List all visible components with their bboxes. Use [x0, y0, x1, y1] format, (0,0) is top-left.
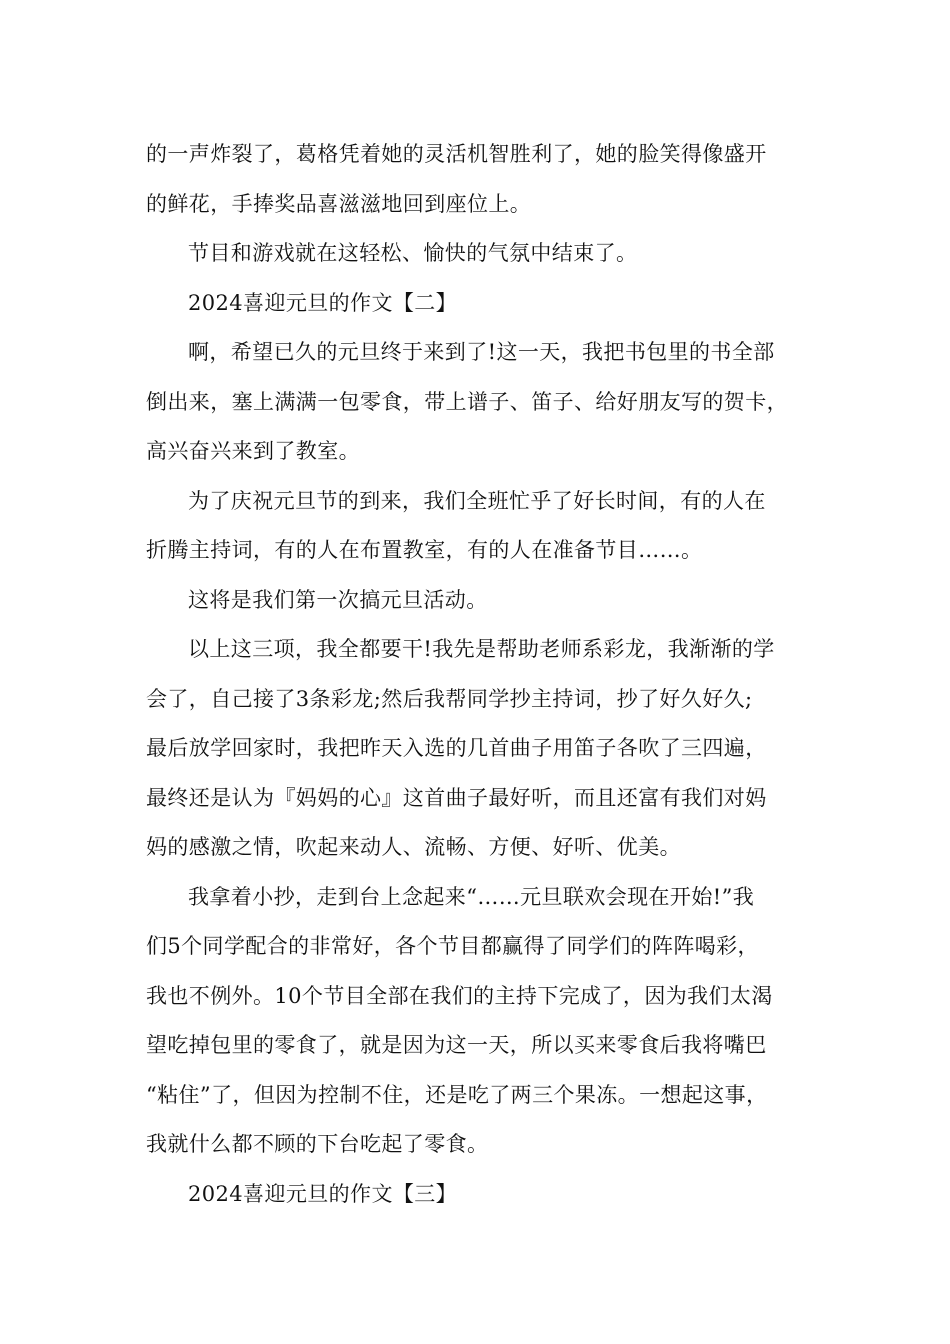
heading-text: 2024喜迎元旦的作文【三】	[188, 1181, 458, 1206]
paragraph	[146, 576, 826, 626]
text-line: 最终还是认为『妈妈的心』这首曲子最好听，而且还富有我们对妈	[146, 785, 767, 810]
text-line: 们5个同学配合的非常好，各个节目都赢得了同学们的阵阵喝彩，	[146, 934, 759, 958]
text-line: 的鲜花，手捧奖品喜滋滋地回到座位上。	[146, 191, 532, 216]
paragraph	[146, 625, 826, 873]
text-line: 会了，自己接了3条彩龙;然后我帮同学抄主持词，抄了好久好久;	[146, 686, 753, 711]
text-line: 节目和游戏就在这轻松、愉快的气氛中结束了。	[188, 241, 638, 265]
text-line: 倒出来，塞上满满一包零食，带上谱子、笛子、给好朋友写的贺卡，	[146, 389, 788, 414]
text-line: 望吃掉包里的零食了，就是因为这一天，所以买来零食后我将嘴巴	[146, 1033, 767, 1057]
paragraph	[146, 477, 826, 576]
text-line: 为了庆祝元旦节的到来，我们全班忙乎了好长时间，有的人在	[188, 488, 766, 513]
text-line: 的一声炸裂了，葛格凭着她的灵活机智胜利了，她的脸笑得像盛开	[146, 142, 767, 166]
paragraph	[146, 328, 826, 477]
text-line: 这将是我们第一次搞元旦活动。	[188, 587, 488, 612]
heading-text: 2024喜迎元旦的作文【二】	[188, 290, 458, 315]
text-line: 折腾主持词，有的人在布置教室，有的人在准备节目……。	[146, 538, 703, 562]
text-line: 我拿着小抄，走到台上念起来“……元旦联欢会现在开始!”我	[188, 884, 755, 909]
section-heading	[146, 1170, 826, 1220]
text-line: 高兴奋兴来到了教室。	[146, 439, 360, 463]
text-line: 以上这三项，我全都要干!我先是帮助老师系彩龙，我渐渐的学	[188, 637, 775, 661]
text-line: 我就什么都不顾的下台吃起了零食。	[146, 1132, 489, 1156]
paragraph-continued	[146, 130, 826, 229]
section-heading	[146, 279, 826, 329]
document-body	[146, 130, 826, 1219]
text-line: 我也不例外。10个节目全部在我们的主持下完成了，因为我们太渴	[146, 983, 773, 1008]
text-line: “粘住”了，但因为控制不住，还是吃了两三个果冻。一想起这事，	[146, 1082, 768, 1107]
text-line: 啊，希望已久的元旦终于来到了!这一天，我把书包里的书全部	[188, 340, 775, 364]
text-line: 最后放学回家时，我把昨天入选的几首曲子用笛子各吹了三四遍，	[146, 736, 767, 760]
paragraph	[146, 873, 826, 1170]
text-line: 妈的感激之情，吹起来动人、流畅、方便、好听、优美。	[146, 835, 681, 859]
paragraph	[146, 229, 826, 279]
